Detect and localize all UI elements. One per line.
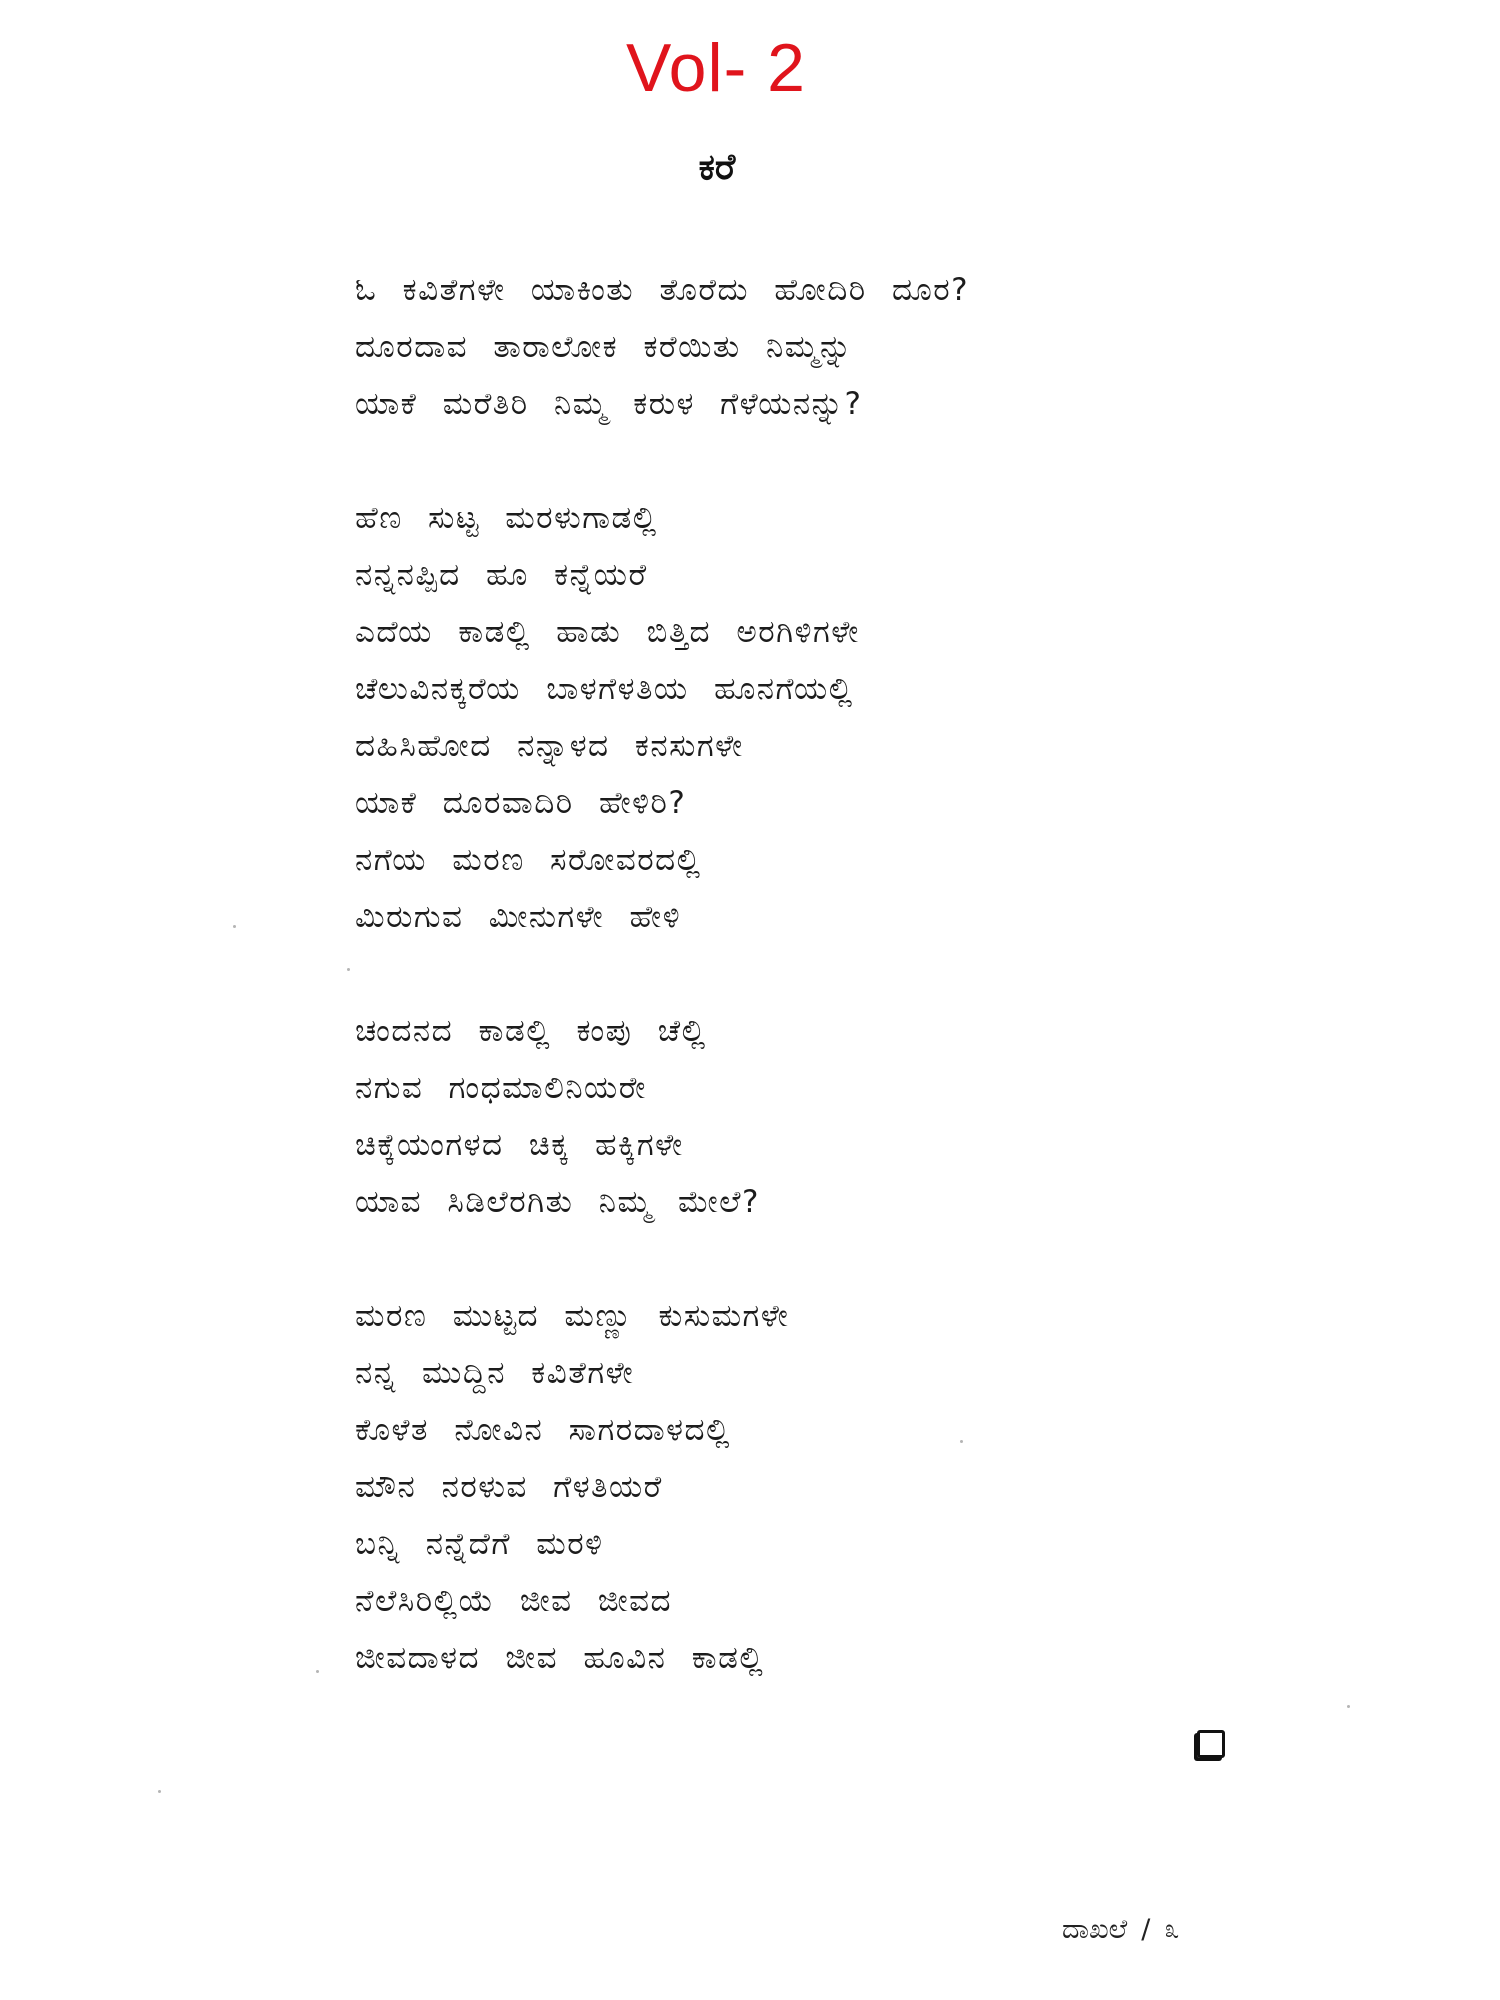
- poem-stanza: [355, 262, 1255, 433]
- poem-line: ದೂರದಾವ ತಾರಾಲೋಕ ಕರೆಯಿತು ನಿಮ್ಮನ್ನು: [355, 329, 853, 365]
- poem-line: ಚೆಲುವಿನಕ್ಕರೆಯ ಬಾಳಗೆಳತಿಯ ಹೂನಗೆಯಲ್ಲಿ: [355, 671, 854, 707]
- poem-stanza: [355, 1288, 1255, 1687]
- poem-line: ಮಿರುಗುವ ಮೀನುಗಳೇ ಹೇಳಿ: [355, 899, 682, 935]
- poem-line: ಹೆಣ ಸುಟ್ಟ ಮರಳುಗಾಡಲ್ಲಿ: [355, 500, 658, 536]
- poem-line: ಯಾವ ಸಿಡಿಲೆರಗಿತು ನಿಮ್ಮ ಮೇಲೆ?: [355, 1184, 760, 1220]
- poem-line: ನಗುವ ಗಂಧಮಾಲಿನಿಯರೇ: [355, 1070, 647, 1106]
- book-title: ದಾಖಲೆ: [1062, 1914, 1128, 1945]
- scan-speck: [233, 925, 236, 928]
- poem-line: ಕೊಳೆತ ನೋವಿನ ಸಾಗರದಾಳದಲ್ಲಿ: [355, 1412, 731, 1448]
- scan-speck: [316, 1670, 319, 1673]
- poem-line: ನನ್ನ ಮುದ್ದಿನ ಕವಿತೆಗಳೇ: [355, 1355, 635, 1391]
- scan-speck: [158, 1790, 161, 1793]
- poem-line: ನನ್ನನಪ್ಪಿದ ಹೂ ಕನ್ನೆಯರೆ: [355, 557, 648, 593]
- scan-speck: [960, 1440, 963, 1443]
- poem-line: ಓ ಕವಿತೆಗಳೇ ಯಾಕಿಂತು ತೊರೆದು ಹೋದಿರಿ ದೂರ?: [355, 272, 970, 308]
- page-number: ೩: [1164, 1914, 1180, 1945]
- poem-body: [355, 262, 1255, 1744]
- footer-separator: /: [1141, 1914, 1151, 1945]
- poem-line: ಎದೆಯ ಕಾಡಲ್ಲಿ ಹಾಡು ಬಿತ್ತಿದ ಅರಗಿಳಿಗಳೇ: [355, 614, 860, 650]
- scan-speck: [1347, 1705, 1350, 1708]
- poem-stanza: [355, 490, 1255, 946]
- poem-line: ಚಂದನದ ಕಾಡಲ್ಲಿ ಕಂಪು ಚೆಲ್ಲಿ: [355, 1013, 707, 1049]
- hollow-square-icon: [1197, 1730, 1225, 1758]
- poem-stanza: [355, 1003, 1255, 1231]
- poem-line: ದಹಿಸಿಹೋದ ನನ್ನಾಳದ ಕನಸುಗಳೇ: [355, 728, 744, 764]
- poem-line: ಚಿಕ್ಕೆಯಂಗಳದ ಚಿಕ್ಕ ಹಕ್ಕಿಗಳೇ: [355, 1127, 684, 1163]
- scan-speck: [347, 968, 350, 971]
- poem-line: ಜೀವದಾಳದ ಜೀವ ಹೂವಿನ ಕಾಡಲ್ಲಿ: [355, 1640, 765, 1676]
- poem-line: ನಗೆಯ ಮರಣ ಸರೋವರದಲ್ಲಿ: [355, 842, 702, 878]
- poem-title: ಕರೆ: [698, 147, 736, 188]
- poem-line: ಯಾಕೆ ಮರೆತಿರಿ ನಿಮ್ಮ ಕರುಳ ಗೆಳೆಯನನ್ನು?: [355, 386, 863, 422]
- poem-line: ನೆಲೆಸಿರಿಲ್ಲಿಯೆ ಜೀವ ಜೀವದ: [355, 1583, 673, 1619]
- poem-line: ಮೌನ ನರಳುವ ಗೆಳತಿಯರೆ: [355, 1469, 663, 1505]
- volume-label: Vol- 2: [626, 30, 806, 106]
- page-footer: [1062, 1910, 1179, 1950]
- poem-line: ಯಾಕೆ ದೂರವಾದಿರಿ ಹೇಳಿರಿ?: [355, 785, 687, 821]
- poem-line: ಬನ್ನಿ ನನ್ನೆದೆಗೆ ಮರಳಿ: [355, 1526, 604, 1562]
- poem-line: ಮರಣ ಮುಟ್ಟದ ಮಣ್ಣು ಕುಸುಮಗಳೇ: [355, 1298, 790, 1334]
